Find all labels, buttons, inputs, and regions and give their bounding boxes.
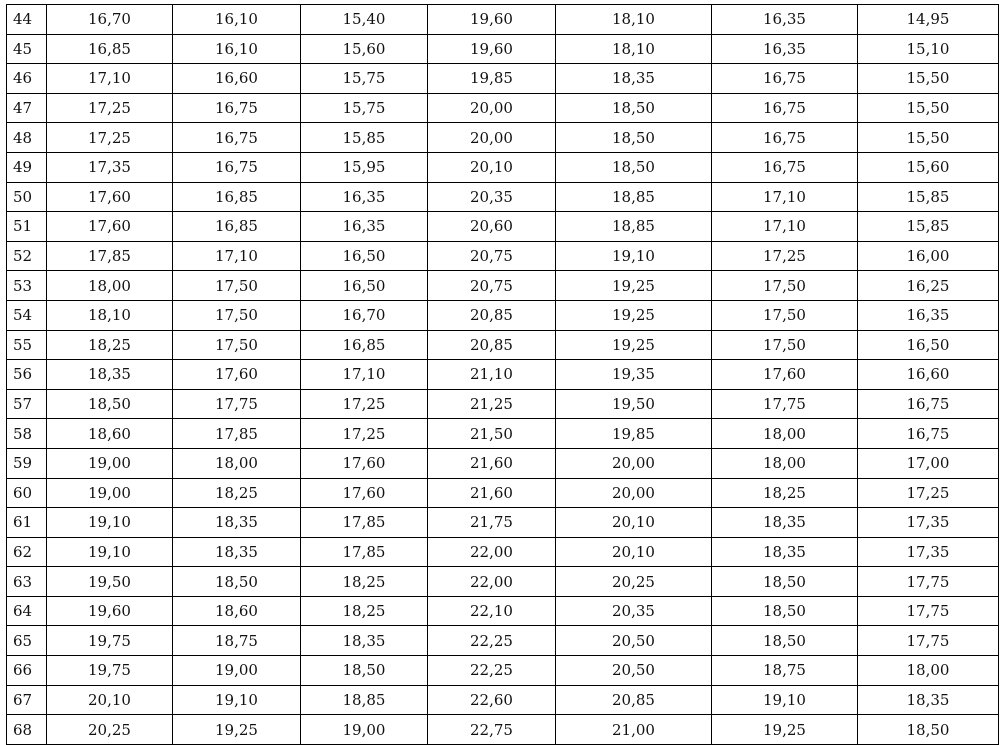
table-cell: 16,50 (301, 241, 428, 271)
table-row (7, 448, 999, 478)
table-cell: 18,50 (556, 152, 712, 182)
table-cell: 20,75 (428, 241, 556, 271)
table-cell: 18,50 (556, 123, 712, 153)
row-index-cell: 59 (7, 448, 47, 478)
table-cell: 15,40 (301, 5, 428, 35)
table-cell: 18,35 (712, 508, 858, 538)
table-row (7, 241, 999, 271)
row-index-cell: 57 (7, 389, 47, 419)
table-cell: 20,25 (47, 715, 173, 745)
row-index-cell: 56 (7, 360, 47, 390)
table-cell: 18,60 (173, 596, 301, 626)
table-cell: 16,75 (173, 123, 301, 153)
table-row (7, 182, 999, 212)
table-cell: 16,75 (712, 64, 858, 94)
table-cell: 18,85 (556, 182, 712, 212)
table-cell: 15,85 (858, 182, 999, 212)
table-row (7, 34, 999, 64)
table-cell: 16,70 (47, 5, 173, 35)
table-cell: 18,25 (173, 478, 301, 508)
table-cell: 16,35 (301, 182, 428, 212)
table-cell: 16,35 (301, 212, 428, 242)
row-index-cell: 47 (7, 93, 47, 123)
table-cell: 17,10 (301, 360, 428, 390)
table-cell: 19,50 (556, 389, 712, 419)
table-cell: 17,85 (301, 508, 428, 538)
table-cell: 18,00 (47, 271, 173, 301)
table-cell: 17,10 (712, 182, 858, 212)
table-cell: 15,10 (858, 34, 999, 64)
table-cell: 19,10 (712, 685, 858, 715)
table-cell: 18,75 (712, 656, 858, 686)
row-index-cell: 67 (7, 685, 47, 715)
table-cell: 18,50 (173, 567, 301, 597)
table-cell: 19,10 (47, 537, 173, 567)
table-row (7, 300, 999, 330)
table-cell: 16,75 (858, 389, 999, 419)
table-cell: 18,50 (858, 715, 999, 745)
table-cell: 15,95 (301, 152, 428, 182)
table-cell: 18,50 (712, 567, 858, 597)
row-index-cell: 61 (7, 508, 47, 538)
table-cell: 17,60 (47, 212, 173, 242)
table-cell: 15,50 (858, 93, 999, 123)
table-cell: 18,35 (47, 360, 173, 390)
table-cell: 18,85 (556, 212, 712, 242)
table-cell: 21,25 (428, 389, 556, 419)
table-cell: 17,50 (712, 271, 858, 301)
table-cell: 18,35 (173, 508, 301, 538)
row-index-cell: 53 (7, 271, 47, 301)
row-index-cell: 60 (7, 478, 47, 508)
table-cell: 20,75 (428, 271, 556, 301)
table-cell: 17,10 (712, 212, 858, 242)
table-cell: 17,25 (301, 389, 428, 419)
table-row (7, 212, 999, 242)
table-cell: 15,85 (858, 212, 999, 242)
table-cell: 20,10 (556, 508, 712, 538)
table-row (7, 123, 999, 153)
row-index-cell: 49 (7, 152, 47, 182)
table-cell: 22,10 (428, 596, 556, 626)
table-cell: 19,60 (47, 596, 173, 626)
table-cell: 19,25 (712, 715, 858, 745)
row-index-cell: 68 (7, 715, 47, 745)
table-cell: 18,00 (712, 448, 858, 478)
row-index-cell: 52 (7, 241, 47, 271)
table-row (7, 567, 999, 597)
table-cell: 16,75 (173, 93, 301, 123)
table-cell: 20,10 (428, 152, 556, 182)
table-cell: 17,60 (301, 448, 428, 478)
table-cell: 15,75 (301, 64, 428, 94)
table-row (7, 93, 999, 123)
table-cell: 17,10 (173, 241, 301, 271)
table-cell: 19,25 (556, 271, 712, 301)
table-cell: 21,10 (428, 360, 556, 390)
table-cell: 19,10 (556, 241, 712, 271)
table-row (7, 152, 999, 182)
table-cell: 16,75 (712, 123, 858, 153)
table-cell: 17,50 (712, 330, 858, 360)
table-cell: 17,25 (858, 478, 999, 508)
table-cell: 20,60 (428, 212, 556, 242)
table-cell: 17,25 (47, 123, 173, 153)
table-cell: 22,25 (428, 626, 556, 656)
row-index-cell: 54 (7, 300, 47, 330)
row-index-cell: 62 (7, 537, 47, 567)
table-cell: 16,85 (173, 212, 301, 242)
table-cell: 16,35 (712, 5, 858, 35)
table-cell: 19,60 (428, 5, 556, 35)
table-cell: 18,25 (301, 596, 428, 626)
table-cell: 16,85 (173, 182, 301, 212)
table-cell: 21,00 (556, 715, 712, 745)
table-cell: 17,85 (173, 419, 301, 449)
table-cell: 19,85 (556, 419, 712, 449)
table-cell: 20,00 (428, 93, 556, 123)
table-cell: 19,25 (556, 300, 712, 330)
table-cell: 18,75 (173, 626, 301, 656)
table-cell: 22,00 (428, 537, 556, 567)
table-cell: 18,60 (47, 419, 173, 449)
table-cell: 16,85 (47, 34, 173, 64)
table-cell: 20,10 (47, 685, 173, 715)
table-cell: 20,35 (428, 182, 556, 212)
table-cell: 17,60 (173, 360, 301, 390)
table-cell: 21,50 (428, 419, 556, 449)
table-cell: 17,60 (301, 478, 428, 508)
table-cell: 19,35 (556, 360, 712, 390)
table-cell: 16,60 (858, 360, 999, 390)
table-cell: 15,85 (301, 123, 428, 153)
table-cell: 17,10 (47, 64, 173, 94)
table-body (7, 5, 999, 745)
table-row (7, 596, 999, 626)
table-cell: 18,35 (301, 626, 428, 656)
table-cell: 18,00 (712, 419, 858, 449)
table-cell: 18,10 (47, 300, 173, 330)
table-cell: 19,85 (428, 64, 556, 94)
table-cell: 19,25 (556, 330, 712, 360)
row-index-cell: 58 (7, 419, 47, 449)
table-cell: 20,00 (428, 123, 556, 153)
data-table (6, 4, 999, 745)
row-index-cell: 46 (7, 64, 47, 94)
row-index-cell: 64 (7, 596, 47, 626)
table-cell: 16,75 (712, 93, 858, 123)
table-row (7, 508, 999, 538)
table-row (7, 537, 999, 567)
row-index-cell: 55 (7, 330, 47, 360)
table-row (7, 5, 999, 35)
table-cell: 17,75 (858, 596, 999, 626)
table-cell: 17,35 (858, 508, 999, 538)
table-cell: 17,35 (47, 152, 173, 182)
table-cell: 20,50 (556, 656, 712, 686)
table-cell: 19,00 (301, 715, 428, 745)
table-cell: 17,60 (47, 182, 173, 212)
table-cell: 18,50 (712, 626, 858, 656)
table-cell: 18,85 (301, 685, 428, 715)
row-index-cell: 51 (7, 212, 47, 242)
table-row (7, 389, 999, 419)
table-cell: 17,50 (173, 271, 301, 301)
table-row (7, 656, 999, 686)
table-cell: 19,60 (428, 34, 556, 64)
table-cell: 22,60 (428, 685, 556, 715)
table-cell: 17,50 (173, 330, 301, 360)
table-row (7, 330, 999, 360)
table-cell: 21,60 (428, 478, 556, 508)
table-row (7, 685, 999, 715)
table-cell: 15,75 (301, 93, 428, 123)
table-row (7, 271, 999, 301)
table-cell: 19,00 (173, 656, 301, 686)
table-cell: 15,60 (858, 152, 999, 182)
table-cell: 15,60 (301, 34, 428, 64)
table-cell: 21,75 (428, 508, 556, 538)
table-cell: 15,50 (858, 64, 999, 94)
table-cell: 22,25 (428, 656, 556, 686)
table-row (7, 419, 999, 449)
table-cell: 17,75 (858, 626, 999, 656)
table-cell: 19,75 (47, 656, 173, 686)
table-cell: 19,10 (173, 685, 301, 715)
table-cell: 17,25 (712, 241, 858, 271)
table-cell: 14,95 (858, 5, 999, 35)
table-cell: 16,10 (173, 5, 301, 35)
table-cell: 21,60 (428, 448, 556, 478)
table-cell: 20,85 (428, 330, 556, 360)
table-cell: 16,10 (173, 34, 301, 64)
table-cell: 18,25 (47, 330, 173, 360)
table-cell: 17,25 (301, 419, 428, 449)
table-row (7, 715, 999, 745)
table-cell: 17,60 (712, 360, 858, 390)
table-cell: 22,00 (428, 567, 556, 597)
table-cell: 18,50 (47, 389, 173, 419)
table-cell: 20,35 (556, 596, 712, 626)
table-cell: 18,50 (556, 93, 712, 123)
row-index-cell: 65 (7, 626, 47, 656)
table-cell: 16,35 (712, 34, 858, 64)
table-cell: 17,75 (858, 567, 999, 597)
table-cell: 16,85 (301, 330, 428, 360)
table-cell: 17,85 (47, 241, 173, 271)
table-cell: 19,75 (47, 626, 173, 656)
table-cell: 16,75 (173, 152, 301, 182)
table-cell: 16,50 (858, 330, 999, 360)
table-cell: 20,50 (556, 626, 712, 656)
row-index-cell: 50 (7, 182, 47, 212)
table-cell: 18,50 (712, 596, 858, 626)
table-cell: 17,85 (301, 537, 428, 567)
row-index-cell: 45 (7, 34, 47, 64)
table-cell: 17,35 (858, 537, 999, 567)
table-cell: 17,75 (173, 389, 301, 419)
table-cell: 18,50 (301, 656, 428, 686)
table-cell: 16,00 (858, 241, 999, 271)
row-index-cell: 63 (7, 567, 47, 597)
table-cell: 18,35 (556, 64, 712, 94)
table-cell: 17,50 (173, 300, 301, 330)
table-cell: 16,60 (173, 64, 301, 94)
table-cell: 20,10 (556, 537, 712, 567)
table-row (7, 360, 999, 390)
table-cell: 20,25 (556, 567, 712, 597)
table-cell: 19,10 (47, 508, 173, 538)
table-cell: 16,35 (858, 300, 999, 330)
table-row (7, 478, 999, 508)
table-cell: 18,25 (301, 567, 428, 597)
table-cell: 17,50 (712, 300, 858, 330)
table-cell: 18,10 (556, 34, 712, 64)
row-index-cell: 48 (7, 123, 47, 153)
table-cell: 18,25 (712, 478, 858, 508)
table-cell: 17,25 (47, 93, 173, 123)
table-cell: 15,50 (858, 123, 999, 153)
table-cell: 19,00 (47, 448, 173, 478)
table-cell: 22,75 (428, 715, 556, 745)
table-cell: 18,35 (712, 537, 858, 567)
table-cell: 16,50 (301, 271, 428, 301)
table-cell: 18,10 (556, 5, 712, 35)
table-cell: 17,75 (712, 389, 858, 419)
table-cell: 20,00 (556, 448, 712, 478)
table-cell: 16,75 (712, 152, 858, 182)
table-row (7, 64, 999, 94)
table-cell: 18,00 (173, 448, 301, 478)
table-cell: 20,85 (428, 300, 556, 330)
table-cell: 18,35 (173, 537, 301, 567)
table-cell: 16,75 (858, 419, 999, 449)
row-index-cell: 66 (7, 656, 47, 686)
table-cell: 19,25 (173, 715, 301, 745)
table-cell: 17,00 (858, 448, 999, 478)
table-cell: 20,85 (556, 685, 712, 715)
table-cell: 16,70 (301, 300, 428, 330)
row-index-cell: 44 (7, 5, 47, 35)
table-cell: 18,00 (858, 656, 999, 686)
table-cell: 18,35 (858, 685, 999, 715)
table-cell: 16,25 (858, 271, 999, 301)
table-row (7, 626, 999, 656)
table-cell: 19,50 (47, 567, 173, 597)
table-cell: 19,00 (47, 478, 173, 508)
table-cell: 20,00 (556, 478, 712, 508)
